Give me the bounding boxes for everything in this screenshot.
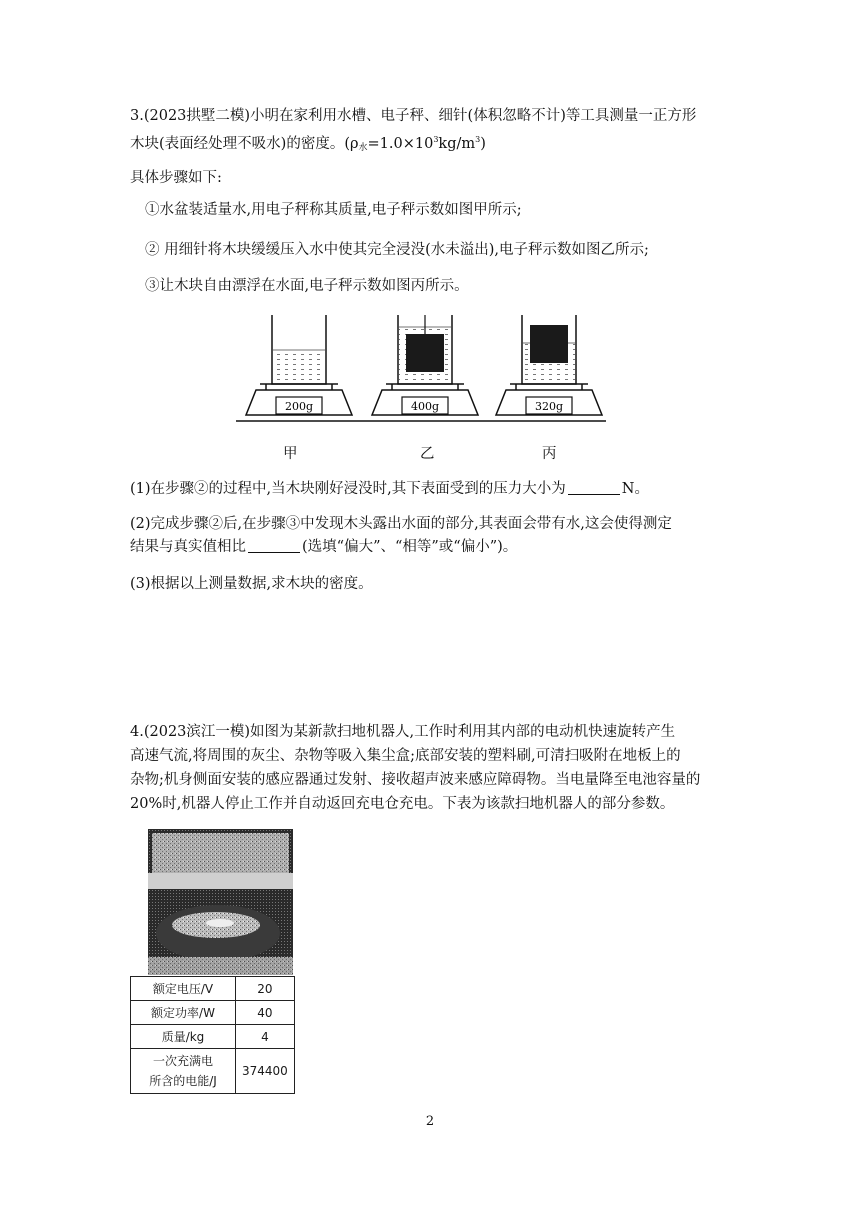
reading-yi: 400g	[410, 400, 440, 413]
sub1-text: (1)在步骤②的过程中,当木块刚好浸没时,其下表面受到的压力大小为	[130, 481, 566, 497]
step-3: ③让木块自由漂浮在水面,电子秤示数如图丙所示。	[145, 278, 469, 294]
answer-blank-2[interactable]	[248, 538, 300, 553]
answer-blank-1[interactable]	[568, 480, 620, 495]
step-2: ② 用细针将木块缓缓压入水中使其完全浸没(水未溢出),电子秤示数如图乙所示;	[145, 242, 649, 258]
param-key: 额定电压/V	[131, 977, 236, 1001]
sub2-options: (选填“偏大”、“相等”或“偏小”)。	[302, 539, 518, 555]
sub-question-1	[130, 479, 649, 499]
q4-line-4: 20%时,机器人停止工作并自动返回充电仓充电。下表为该款扫地机器人的部分参数。	[130, 796, 675, 812]
q4-line-2: 高速气流,将周围的灰尘、杂物等吸入集尘盒;底部安装的塑料刷,可清扫吸附在地板上的	[130, 748, 681, 764]
closing-paren: )	[480, 136, 486, 152]
sub-question-3: (3)根据以上测量数据,求木块的密度。	[130, 576, 373, 592]
fig-label-jia: 甲	[283, 446, 298, 462]
step-1: ①水盆装适量水,用电子秤称其质量,电子秤示数如图甲所示;	[145, 202, 522, 218]
rho-subscript: 水	[358, 143, 368, 153]
sub1-unit: N。	[621, 481, 649, 497]
q4-line-3: 杂物;机身侧面安装的感应器通过发射、接收超声波来感应障碍物。当电量降至电池容量的	[130, 772, 701, 788]
scale-bing	[496, 315, 602, 415]
q4-line-1: 4.(2023滨江一模)如图为某新款扫地机器人,工作时利用其内部的电动机快速旋转产生	[130, 724, 676, 740]
table-row	[131, 977, 295, 1001]
table-row	[131, 1001, 295, 1025]
param-key-line-2: 所含的电能/J	[149, 1074, 217, 1088]
density-value: =1.0×10	[367, 136, 434, 152]
sub-question-2-line-2	[130, 537, 517, 557]
robot-params-table	[130, 976, 295, 1094]
param-key: 额定功率/W	[131, 1001, 236, 1025]
page-number: 2	[425, 1114, 435, 1129]
water-jia	[273, 350, 325, 383]
param-key	[131, 1049, 236, 1094]
q3-line-1: 3.(2023拱墅二模)小明在家利用水槽、电子秤、细针(体积忽略不计)等工具测量一正方形	[130, 108, 697, 124]
sub2-text: 结果与真实值相比	[130, 539, 246, 555]
param-key: 质量/kg	[131, 1025, 236, 1049]
param-value: 40	[236, 1001, 295, 1025]
scale-jia	[246, 315, 352, 415]
table-row	[131, 1049, 295, 1094]
param-key-line-1: 一次充满电	[152, 1054, 213, 1068]
density-unit: kg/m	[438, 136, 476, 152]
sub-question-2-line-1: (2)完成步骤②后,在步骤③中发现木头露出水面的部分,其表面会带有水,这会使得测定	[130, 516, 672, 532]
unit-exponent: 3	[475, 135, 481, 144]
steps-title: 具体步骤如下:	[130, 170, 222, 186]
q3-line-2	[130, 130, 486, 158]
robot-photo	[148, 829, 293, 975]
param-value: 374400	[236, 1049, 295, 1094]
exponent: 3	[433, 135, 439, 144]
fig-label-yi: 乙	[420, 446, 435, 462]
wood-block-bing	[530, 325, 568, 363]
param-value: 20	[236, 977, 295, 1001]
fig-label-bing: 丙	[542, 446, 557, 462]
scale-yi	[372, 315, 478, 415]
q3-line-2-text: 木块(表面经处理不吸水)的密度。(ρ	[130, 136, 359, 152]
wood-block-yi	[406, 334, 444, 372]
param-value: 4	[236, 1025, 295, 1049]
table-row	[131, 1025, 295, 1049]
reading-jia: 200g	[284, 400, 314, 413]
reading-bing: 320g	[534, 400, 564, 413]
